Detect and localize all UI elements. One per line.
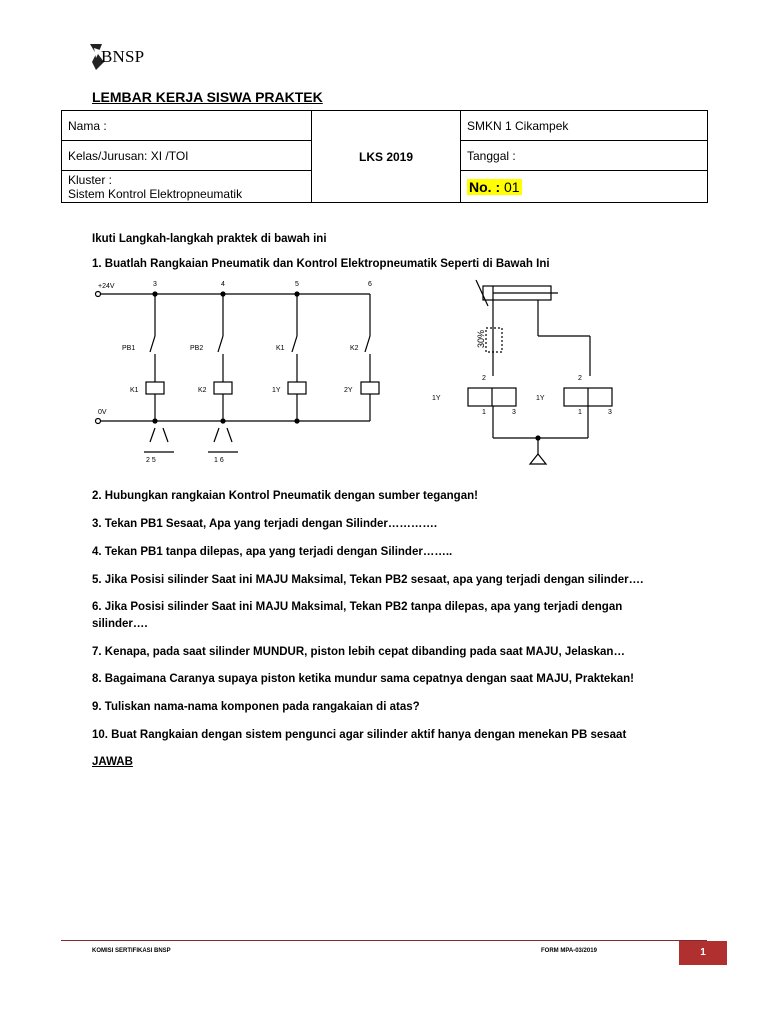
step-1: 1. Buatlah Rangkaian Pneumatik dan Kontrol Elektropneumatik Seperti di Bawah Ini bbox=[92, 258, 550, 270]
tanggal-field: Tanggal : bbox=[461, 141, 708, 171]
switch-label: K2 bbox=[350, 345, 359, 352]
step-5: 5. Jika Posisi silinder Saat ini MAJU Maksimal, Tekan PB2 sesaat, apa yang terjadi dengan silinder…. bbox=[92, 574, 644, 586]
footer-divider bbox=[61, 940, 707, 941]
page-number: 1 bbox=[679, 941, 727, 965]
rung-3 bbox=[288, 292, 306, 421]
school-field: SMKN 1 Cikampek bbox=[461, 111, 708, 141]
answer-label: JAWAB bbox=[92, 756, 133, 768]
coil-label: 1Y bbox=[272, 387, 281, 394]
switch-label: PB1 bbox=[122, 345, 136, 352]
flow-setting: 30% bbox=[476, 329, 486, 348]
step-8: 8. Bagaimana Caranya supaya piston ketika mundur sama cepatnya dengan saat MAJU, Praktekan! bbox=[92, 673, 634, 685]
lks-title: LKS 2019 bbox=[312, 111, 461, 203]
rung-2 bbox=[214, 292, 232, 421]
step-2: 2. Hubungkan rangkaian Kontrol Pneumatik dengan sumber tegangan! bbox=[92, 490, 478, 502]
rung-4 bbox=[361, 294, 379, 421]
step-4: 4. Tekan PB1 tanpa dilepas, apa yang terjadi dengan Silinder…….. bbox=[92, 546, 453, 558]
coil-label: 2Y bbox=[344, 387, 353, 394]
rung-1 bbox=[146, 292, 164, 421]
number-highlight: No. : 01 bbox=[469, 178, 520, 195]
switch-label: PB2 bbox=[190, 345, 204, 352]
port-label: 1 bbox=[482, 409, 486, 416]
kelas-field: Kelas/Jurusan: XI /TOI bbox=[62, 141, 312, 171]
rung-number: 6 bbox=[368, 281, 372, 288]
footer-left: KOMISI SERTIFIKASI BNSP bbox=[92, 948, 171, 954]
port-label: 1 bbox=[578, 409, 582, 416]
contact-ref: 1 6 bbox=[214, 457, 224, 464]
step-3: 3. Tekan PB1 Sesaat, Apa yang terjadi dengan Silinder…………. bbox=[92, 518, 438, 530]
page-title: LEMBAR KERJA SISWA PRAKTEK bbox=[92, 89, 323, 105]
port-label: 3 bbox=[512, 409, 516, 416]
valve-label: 1Y bbox=[432, 395, 441, 402]
supply-neg-label: 0V bbox=[98, 409, 107, 416]
step-10: 10. Buat Rangkaian dengan sistem pengunci agar silinder aktif hanya dengan menekan PB sesaat bbox=[92, 729, 627, 741]
switch-label: K1 bbox=[276, 345, 285, 352]
rung-number: 4 bbox=[221, 281, 225, 288]
step-7: 7. Kenapa, pada saat silinder MUNDUR, piston lebih cepat dibanding pada saat MAJU, Jelaskan… bbox=[92, 646, 625, 658]
coil-label: K2 bbox=[198, 387, 207, 394]
kluster-field: Kluster : Sistem Kontrol Elektropneumatik bbox=[62, 171, 312, 203]
port-label: 2 bbox=[482, 375, 486, 382]
contact-ref: 2 5 bbox=[146, 457, 156, 464]
header-table bbox=[61, 110, 708, 203]
circuit-diagram bbox=[88, 276, 648, 472]
intro-text: Ikuti Langkah-langkah praktek di bawah ini bbox=[92, 233, 327, 245]
step-9: 9. Tuliskan nama-nama komponen pada rangakaian di atas? bbox=[92, 701, 420, 713]
rung-number: 5 bbox=[295, 281, 299, 288]
rung-number: 3 bbox=[153, 281, 157, 288]
logo-text: BNSP bbox=[101, 47, 145, 66]
number-field bbox=[461, 171, 708, 203]
nama-field: Nama : bbox=[62, 111, 312, 141]
step-6: 6. Jika Posisi silinder Saat ini MAJU Maksimal, Tekan PB2 tanpa dilepas, apa yang terjadi dengan silinder…. bbox=[92, 601, 623, 630]
coil-label: K1 bbox=[130, 387, 139, 394]
port-label: 2 bbox=[578, 375, 582, 382]
supply-pos-label: +24V bbox=[98, 283, 115, 290]
valve-label: 1Y bbox=[536, 395, 545, 402]
port-label: 3 bbox=[608, 409, 612, 416]
footer-form-number: FORM MPA-03/2019 bbox=[541, 948, 597, 954]
